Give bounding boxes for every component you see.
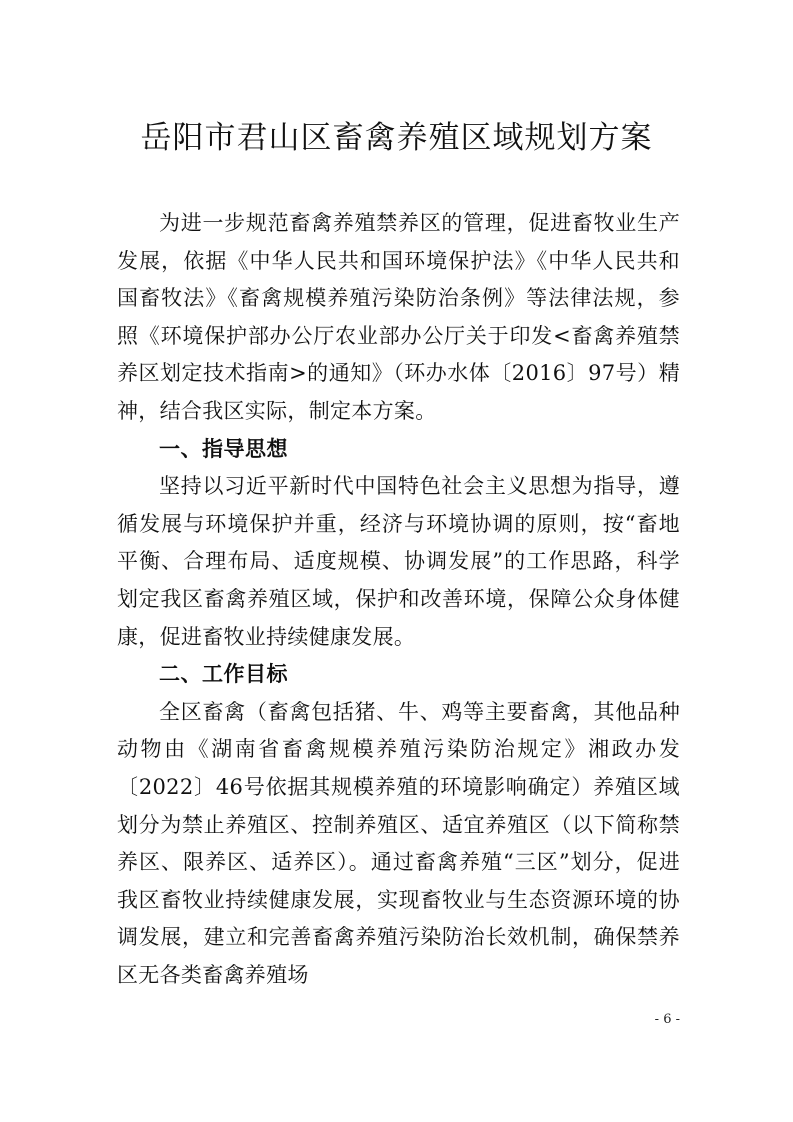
- page-number: - 6 -: [654, 1012, 680, 1027]
- document-title: 岳阳市君山区畜禽养殖区域规划方案: [140, 120, 653, 156]
- section-heading-guiding-ideology: 一、指导思想: [159, 436, 288, 461]
- intro-paragraph: 为进一步规范畜禽养殖禁养区的管理，促进畜牧业生产发展，依据《中华人民共和国环境保护法》《中华人民共和国畜牧法》《畜禽规模养殖污染防治条例》等法律法规，参照《环境保护部办公厅农业部办公厅关于印发<畜禽养殖禁养区划定技术指南>的通知》（环办水体〔2016〕97号）精神，结合我区实际，制定本方案。: [117, 211, 680, 423]
- document-body: [117, 205, 680, 994]
- section-heading-work-goals: 二、工作目标: [159, 662, 288, 687]
- section-text-guiding-ideology: 坚持以习近平新时代中国特色社会主义思想为指导，遵循发展与环境保护并重，经济与环境协调的原则，按“畜地平衡、合理布局、适度规模、协调发展”的工作思路，科学划定我区畜禽养殖区域，保护和改善环境，保障公众身体健康，促进畜牧业持续健康发展。: [117, 474, 680, 649]
- section-text-work-goals: 全区畜禽（畜禽包括猪、牛、鸡等主要畜禽，其他品种动物由《湖南省畜禽规模养殖污染防治规定》湘政办发〔2022〕46号依据其规模养殖的环境影响确定）养殖区域划分为禁止养殖区、控制养殖区、适宜养殖区（以下简称禁养区、限养区、适养区）。通过畜禽养殖“三区”划分，促进我区畜牧业持续健康发展，实现畜牧业与生态资源环境的协调发展，建立和完善畜禽养殖污染防治长效机制，确保禁养区无各类畜禽养殖场: [117, 699, 680, 987]
